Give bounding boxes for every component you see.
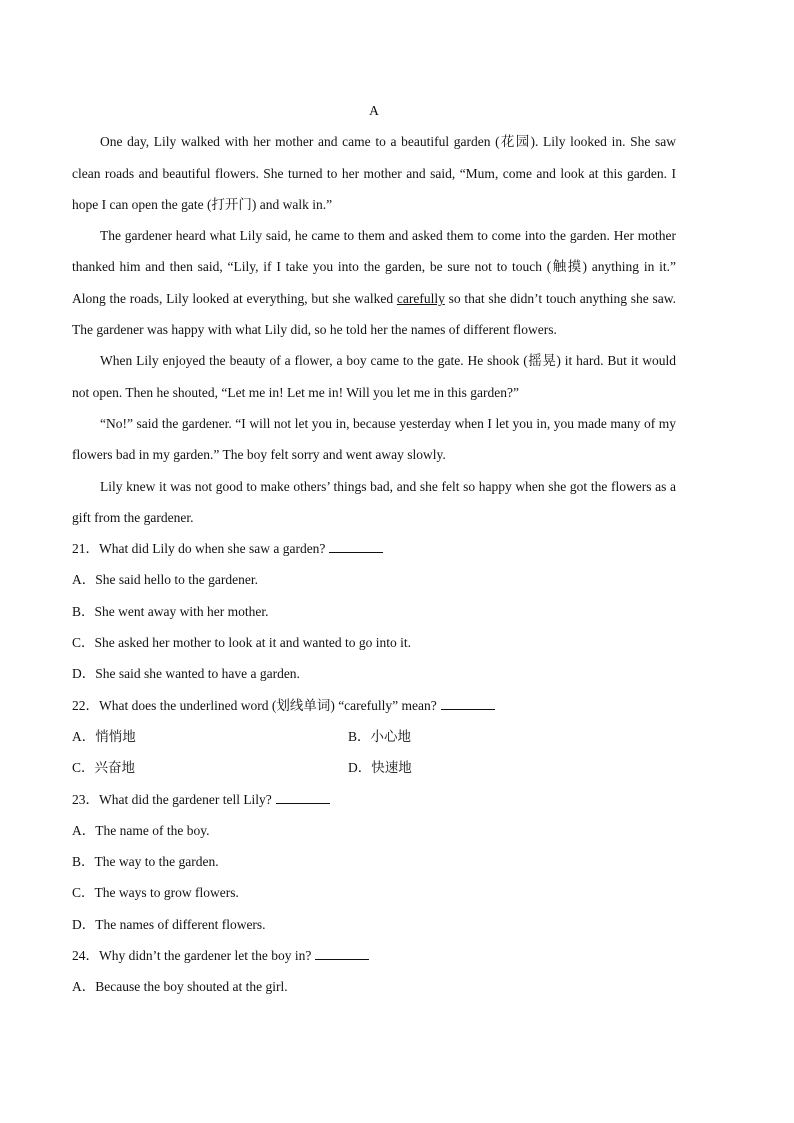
question-21-option-a: A．She said hello to the gardener. bbox=[72, 572, 258, 588]
question-21-option-b: B．She went away with her mother. bbox=[72, 603, 269, 619]
question-22-options-row-1 bbox=[72, 721, 676, 752]
document-page bbox=[72, 95, 676, 1003]
answer-blank-21 bbox=[329, 540, 383, 553]
question-23-option-a: A．The name of the boy. bbox=[72, 822, 210, 838]
question-22-stem: 22．What does the underlined word (划线单词) “carefully” mean? bbox=[72, 697, 437, 713]
passage-paragraph-1: One day, Lily walked with her mother and came to a beautiful garden (花园). Lily looked in. She saw clean roads and beautiful flowers. She turned to her mother and said, “Mum, come and look at this garden. I hope I can open the gate (打开门) and walk in.” bbox=[72, 134, 676, 212]
question-23-option-d: D．The names of different flowers. bbox=[72, 916, 266, 932]
question-22 bbox=[72, 690, 676, 721]
passage-paragraph-2-part-1: The gardener heard what Lily said, he came to them and asked them to come into the garden. Her mother thanked him and then said, “Lily, if I take you into the garden, be sure not to touch (触摸) anything in it.” Along the roads, Lily looked at everything, but she walked bbox=[72, 228, 676, 306]
question-23 bbox=[72, 784, 676, 815]
section-title: A bbox=[369, 103, 379, 118]
question-21-stem: 21．What did Lily do when she saw a garden? bbox=[72, 541, 326, 557]
question-24-stem: 24．Why didn’t the gardener let the boy in? bbox=[72, 948, 312, 964]
passage-paragraph-5: Lily knew it was not good to make others’ things bad, and she felt so happy when she got the flowers as a gift from the gardener. bbox=[72, 478, 676, 525]
passage-paragraph-3: When Lily enjoyed the beauty of a flower, a boy came to the gate. He shook (摇晃) it hard. But it would not open. Then he shouted, “Let me in! Let me in! Will you let me in this garden?” bbox=[72, 353, 676, 400]
question-21-option-c: C．She asked her mother to look at it and wanted to go into it. bbox=[72, 635, 411, 651]
passage-paragraph-4: “No!” said the gardener. “I will not let you in, because yesterday when I let you in, you made many of my flowers bad in my garden.” The boy felt sorry and went away slowly. bbox=[72, 415, 676, 463]
question-24-option-a: A．Because the boy shouted at the girl. bbox=[72, 979, 288, 995]
question-22-option-c: C．兴奋地 bbox=[72, 760, 136, 776]
question-23-stem: 23．What did the gardener tell Lily? bbox=[72, 791, 272, 807]
passage-paragraph-2-part-2: so that she didn’t touch anything she saw. The gardener was happy with what Lily did, so he told her the names of different flowers. bbox=[72, 290, 676, 338]
answer-blank-23 bbox=[276, 791, 330, 804]
question-22-option-d: D．快速地 bbox=[348, 760, 412, 776]
question-23-option-c: C．The ways to grow flowers. bbox=[72, 885, 239, 901]
question-22-option-b: B．小心地 bbox=[348, 728, 412, 744]
question-21 bbox=[72, 533, 676, 564]
question-24 bbox=[72, 940, 676, 971]
question-22-option-a: A．悄悄地 bbox=[72, 728, 136, 744]
underlined-word-carefully: carefully bbox=[396, 290, 445, 306]
passage-paragraph-2 bbox=[72, 220, 676, 345]
answer-blank-22 bbox=[441, 697, 495, 710]
question-22-options-row-2 bbox=[72, 752, 676, 783]
question-23-option-b: B．The way to the garden. bbox=[72, 854, 219, 870]
answer-blank-24 bbox=[315, 947, 369, 960]
question-21-option-d: D．She said she wanted to have a garden. bbox=[72, 666, 300, 682]
